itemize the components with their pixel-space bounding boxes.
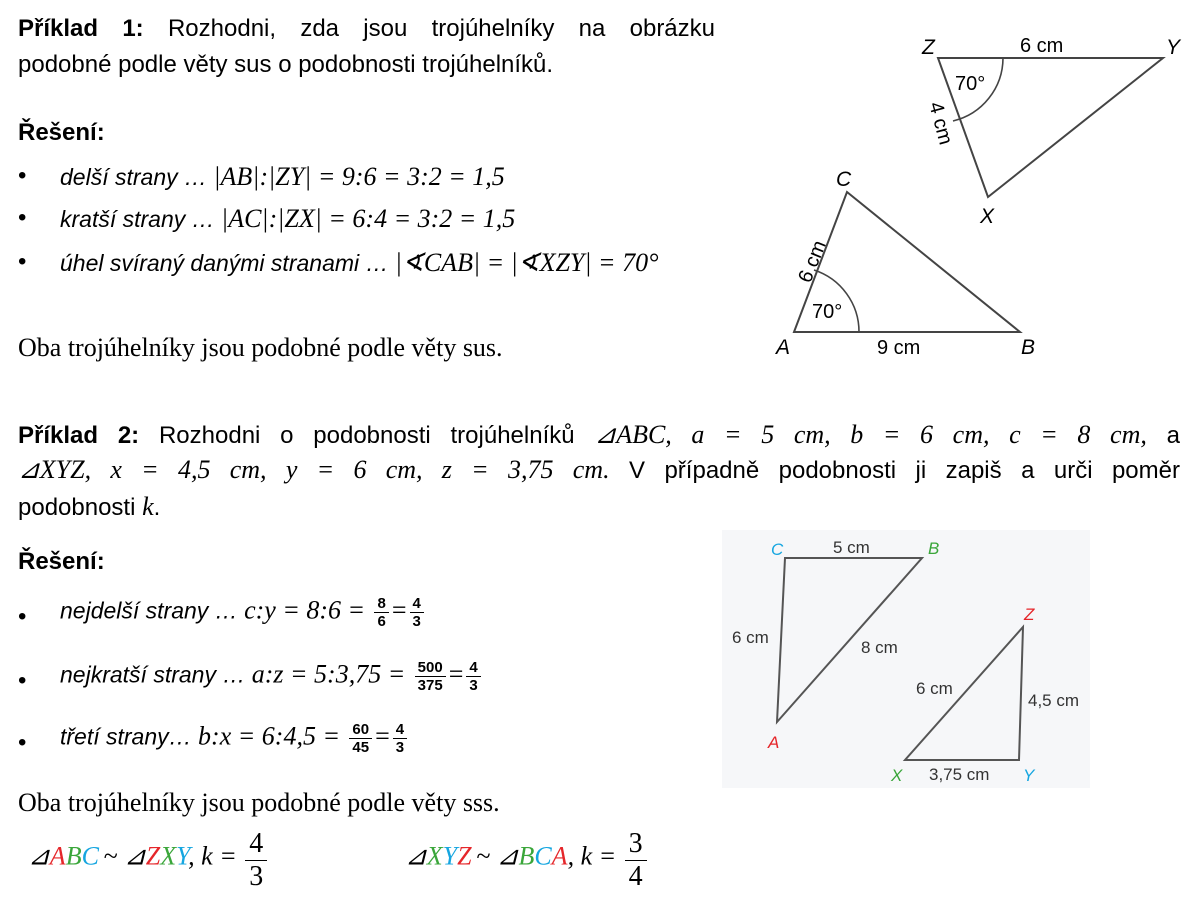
equals-sign: = xyxy=(391,595,407,625)
sim2-triangle-symbol: ⊿ xyxy=(405,841,427,871)
angle-z-label: 70° xyxy=(955,73,986,95)
side-zx-label: 4 cm xyxy=(924,99,957,148)
ex2-line2-text: V případně podobnosti ji zapiš a urči poměr xyxy=(629,457,1180,484)
ex2-figure xyxy=(722,530,1090,788)
label-b: B xyxy=(1021,336,1036,359)
side-zy-label-2: 4,5 cm xyxy=(1028,691,1080,710)
frac-numerator: 4 xyxy=(410,595,424,613)
ex2-bullet-list xyxy=(0,595,720,775)
side-cb-label: 5 cm xyxy=(833,538,870,557)
label-y: Y xyxy=(1166,36,1181,59)
side-zy-label: 6 cm xyxy=(1020,35,1064,57)
sim1-x: X xyxy=(160,841,177,871)
side-xz-label: 6 cm xyxy=(916,679,953,698)
sim1-similar: ~ ⊿ xyxy=(103,841,146,871)
ex2-line2-math: ⊿XYZ, x = 4,5 cm, y = 6 cm, z = 3,75 cm. xyxy=(18,455,610,484)
ex2-line1-text: Rozhodni o podobnosti trojúhelníků xyxy=(158,422,575,449)
ex1-solution-heading: Řešení: xyxy=(18,119,105,146)
ex1-text-line1: Rozhodni, zda jsou trojúhelníky na obrázku xyxy=(167,15,716,42)
ex2-conclusion: Oba trojúhelníky jsou podobné podle věty sss. xyxy=(18,788,500,817)
label-c: C xyxy=(836,168,852,191)
ex2-b1-frac2 xyxy=(410,595,424,630)
ex1-b2-math: |AC|:|ZX| = 6:4 = 3:2 = 1,5 xyxy=(221,204,516,233)
ex2-line3-dot: . xyxy=(153,494,161,521)
sim2-b: B xyxy=(518,841,535,871)
ex1-bullet-2 xyxy=(60,204,515,234)
frac-denominator: 6 xyxy=(377,613,386,630)
ex1-bullet-3 xyxy=(60,248,658,278)
sim1-a: A xyxy=(49,841,66,871)
frac-denominator: 45 xyxy=(352,739,370,756)
frac-numerator: 60 xyxy=(349,721,372,739)
label-a: A xyxy=(776,336,791,359)
ex1-text-line2: podobné podle věty sus o podobnosti trojúhelníků. xyxy=(18,51,554,78)
sim1-k-fraction xyxy=(245,828,267,893)
ex2-line1-math: ⊿ABC, a = 5 cm, b = 6 cm, c = 8 cm, xyxy=(594,420,1147,449)
bullet-dot: • xyxy=(18,729,27,756)
ex2-b3-frac1 xyxy=(349,721,372,756)
frac-denominator: 3 xyxy=(395,739,405,756)
sim1-y: Y xyxy=(176,841,189,871)
ex2-similarity-2 xyxy=(405,828,651,893)
sim2-similar: ~ ⊿ xyxy=(476,841,519,871)
bullet-dot: • xyxy=(18,162,27,189)
ex2-b1-math: c:y = 8:6 = xyxy=(244,595,366,625)
sim2-x: X xyxy=(426,841,443,871)
ex2-similarity-1 xyxy=(28,828,271,893)
ex1-b3-math: |∢CAB| = |∢XZY| = 70° xyxy=(394,248,659,277)
sim1-z: Z xyxy=(145,841,161,871)
frac-denominator: 375 xyxy=(417,677,443,694)
ex2-heading: Příklad 2: xyxy=(18,422,140,449)
ex1-b2-label: kratší strany … xyxy=(60,206,215,232)
ex2-b3-label: třetí strany… xyxy=(60,723,192,750)
side-ca-label: 6 cm xyxy=(732,628,769,647)
ex2-b2-label: nejkratší strany … xyxy=(60,661,246,688)
ex2-line1-end: a xyxy=(1166,422,1181,449)
side-ab-label: 9 cm xyxy=(877,337,921,359)
triangle-zyx xyxy=(921,35,1182,228)
ex2-bullet-3 xyxy=(60,721,410,756)
ex2-line3 xyxy=(18,492,160,523)
ex1-b1-math: |AB|:|ZY| = 9:6 = 3:2 = 1,5 xyxy=(213,162,505,191)
ex2-line2 xyxy=(18,455,1180,486)
ex2-solution-heading: Řešení: xyxy=(18,548,105,575)
ex2-b1-frac1 xyxy=(374,595,388,630)
sim2-k-fraction xyxy=(625,828,647,893)
bullet-dot: • xyxy=(18,204,27,231)
label-x: X xyxy=(980,205,995,228)
ex2-b1-label: nejdelší strany … xyxy=(60,597,238,624)
ex2-b3-frac2 xyxy=(393,721,407,756)
ex2-line3-k: k xyxy=(142,492,154,521)
ex2-line1 xyxy=(18,420,1180,451)
angle-a-label: 70° xyxy=(812,301,843,323)
frac-numerator: 4 xyxy=(466,659,480,677)
label-b-2: B xyxy=(928,539,940,558)
frac-numerator: 4 xyxy=(393,721,407,739)
ex1-text-line2-row xyxy=(18,50,553,80)
ex2-b2-frac1 xyxy=(415,659,446,694)
ex2-bullet-2 xyxy=(60,659,484,694)
ex2-bullet-1 xyxy=(60,595,427,630)
ex1-paragraph xyxy=(18,14,715,44)
side-ab-label-2: 8 cm xyxy=(861,638,898,657)
label-x-2: X xyxy=(891,766,903,785)
ex2-b2-math: a:z = 5:3,75 = xyxy=(251,659,406,689)
frac-denominator: 4 xyxy=(628,861,643,892)
ex1-bullet-list xyxy=(0,160,780,290)
equals-sign: = xyxy=(448,659,464,689)
label-c-2: C xyxy=(771,540,784,559)
label-a-2: A xyxy=(768,733,780,752)
triangle-abc xyxy=(774,168,1035,359)
sim1-b: B xyxy=(65,841,82,871)
frac-numerator: 8 xyxy=(374,595,388,613)
ex2-b2-frac2 xyxy=(466,659,480,694)
ex1-bullet-1 xyxy=(60,162,505,192)
side-xy-label: 3,75 cm xyxy=(929,765,990,784)
sim1-triangle-symbol: ⊿ xyxy=(28,841,50,871)
bullet-dot: • xyxy=(18,667,27,694)
ex2-b3-math: b:x = 6:4,5 = xyxy=(198,721,340,751)
frac-numerator: 3 xyxy=(625,828,647,861)
ex1-heading: Příklad 1: xyxy=(18,15,144,42)
frac-denominator: 3 xyxy=(469,677,478,694)
ex1-b1-label: delší strany … xyxy=(60,164,207,190)
side-ac-label: 6 cm xyxy=(794,237,831,286)
frac-denominator: 3 xyxy=(412,613,421,630)
frac-denominator: 3 xyxy=(249,861,264,892)
sim2-a: A xyxy=(551,841,568,871)
bullet-dot: • xyxy=(18,248,27,275)
sim2-y: Y xyxy=(442,841,458,871)
sim2-k-label: , k = xyxy=(567,841,617,871)
ex2-line3-text: podobnosti xyxy=(18,494,136,521)
bullet-dot: • xyxy=(18,603,27,630)
sim1-k-label: , k = xyxy=(188,841,237,871)
frac-numerator: 4 xyxy=(245,828,267,861)
sim1-c: C xyxy=(81,841,99,871)
sim2-z: Z xyxy=(457,841,472,871)
ex1-figure xyxy=(760,28,1200,368)
label-z-2: Z xyxy=(1024,605,1035,624)
equals-sign: = xyxy=(375,721,390,751)
frac-numerator: 500 xyxy=(415,659,446,677)
sim2-c: C xyxy=(534,841,552,871)
label-y-2: Y xyxy=(1023,766,1035,785)
label-z: Z xyxy=(922,36,935,59)
ex1-b3-label: úhel svíraný danými stranami … xyxy=(60,250,389,276)
ex1-conclusion: Oba trojúhelníky jsou podobné podle věty sus. xyxy=(18,333,503,362)
